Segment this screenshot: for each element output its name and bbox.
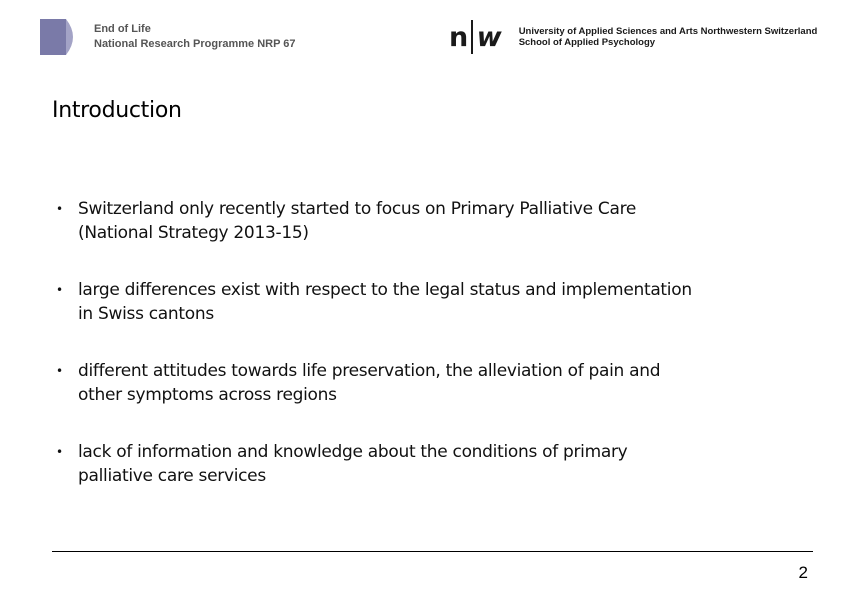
fhnw-logo-line2: School of Applied Psychology <box>518 37 656 48</box>
bullet-icon: • <box>56 202 63 216</box>
bullet-text-line1: large differences exist with respect to the legal status and implementation <box>78 280 692 300</box>
footer-divider <box>52 551 813 552</box>
bullet-icon: • <box>56 364 63 378</box>
nrp67-logo-text <box>94 22 296 52</box>
bullet-item <box>56 197 716 245</box>
fhnw-logo-line1: University of Applied Sciences and Arts Northwestern Switzerland <box>518 25 818 37</box>
nrp67-logo <box>40 16 296 58</box>
fhnw-mark <box>449 20 501 54</box>
bullet-list <box>56 197 716 488</box>
fhnw-logo <box>449 20 817 54</box>
fhnw-mark-w: w <box>476 21 501 53</box>
bullet-text-line1: different attitudes towards life preservation, the alleviation of pain and <box>78 361 661 381</box>
bullet-icon: • <box>56 283 63 297</box>
bullet-text-line2: other symptoms across regions <box>78 385 337 405</box>
end-of-life-logo-icon <box>40 17 80 57</box>
bullet-text-line1: Switzerland only recently started to focus on Primary Palliative Care <box>78 199 637 219</box>
nrp67-logo-line1: End of Life <box>94 23 151 35</box>
bullet-text-line1: lack of information and knowledge about the conditions of primary <box>78 442 628 462</box>
bullet-text-line2: in Swiss cantons <box>78 304 214 324</box>
page-number: 2 <box>798 563 808 582</box>
bullet-item <box>56 278 716 326</box>
bullet-item <box>56 359 716 407</box>
fhnw-mark-divider <box>471 20 473 54</box>
slide-title: Introduction <box>52 98 182 123</box>
bullet-text-line2: palliative care services <box>78 466 266 486</box>
bullet-icon: • <box>56 445 63 459</box>
fhnw-mark-n: n <box>449 21 468 53</box>
nrp67-logo-line2: National Research Programme NRP 67 <box>94 38 296 50</box>
bullet-text-line2: (National Strategy 2013-15) <box>78 223 309 243</box>
bullet-item <box>56 440 716 488</box>
fhnw-logo-text <box>519 26 818 49</box>
